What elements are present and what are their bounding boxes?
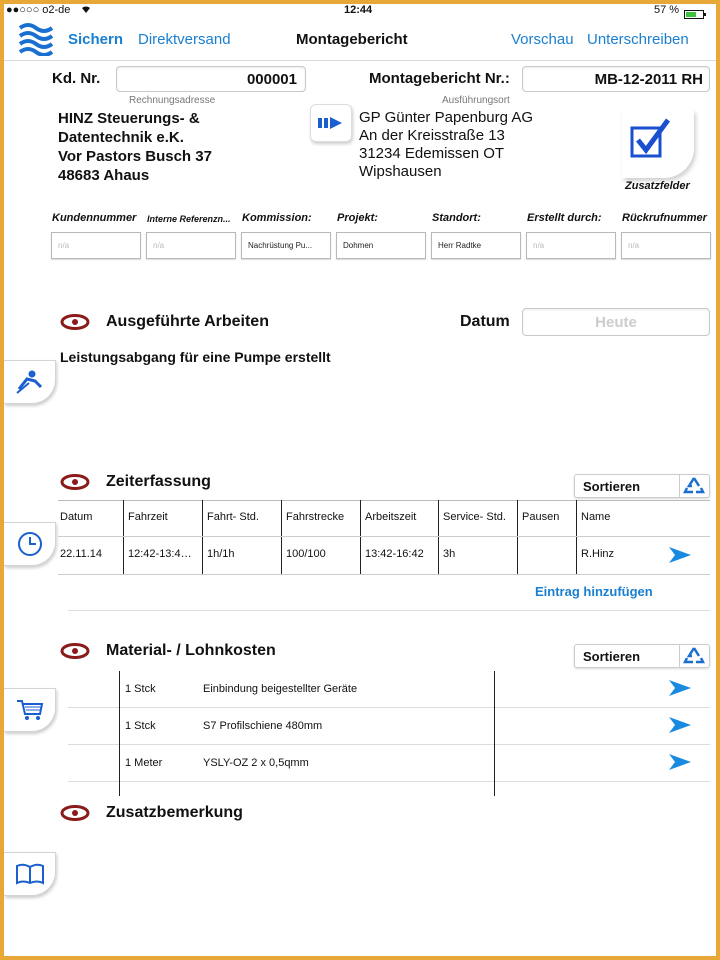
table-cell: 12:42-13:4… (128, 548, 192, 560)
material-quantity: 1 Stck (125, 720, 156, 732)
app-logo-icon (18, 22, 54, 56)
table-cell: R.Hinz (581, 548, 615, 560)
time-sort-button[interactable] (574, 474, 710, 498)
meta-field-input[interactable]: n/a (526, 232, 616, 259)
date-placeholder: Heute (595, 313, 637, 331)
tab-work[interactable] (4, 360, 56, 404)
column-header[interactable]: Fahrstrecke (286, 511, 345, 523)
material-section-title: Material- / Lohnkosten (106, 642, 276, 659)
meta-field-input[interactable]: Dohmen (336, 232, 426, 259)
date-field[interactable] (522, 308, 710, 336)
column-header[interactable]: Service- Std. (443, 511, 506, 523)
table-top-line (58, 500, 710, 501)
billing-line: HINZ Steuerungs- & (58, 110, 200, 127)
execution-line: An der Kreisstraße 13 (359, 127, 505, 144)
extra-fields-label: Zusatzfelder (625, 180, 690, 192)
arrow-right-icon[interactable] (668, 679, 692, 697)
save-button[interactable]: Sichern (68, 31, 124, 48)
table-cell: 22.11.14 (60, 548, 103, 560)
column-divider (119, 671, 120, 796)
column-header[interactable]: Name (581, 511, 611, 523)
meta-field-input[interactable]: Herr Radtke (431, 232, 521, 259)
date-label: Datum (460, 313, 510, 330)
clock: 12:44 (344, 4, 373, 16)
tab-material[interactable] (4, 688, 56, 732)
billing-line: 48683 Ahaus (58, 167, 150, 184)
checkbox-checked-icon (628, 114, 676, 162)
material-quantity: 1 Stck (125, 683, 156, 695)
arrow-right-icon[interactable] (668, 546, 692, 564)
execution-site-label: Ausführungsort (442, 95, 510, 106)
battery-percent: 57 % (654, 4, 680, 16)
sort-divider (679, 645, 680, 667)
work-description[interactable]: Leistungsabgang für eine Pumpe erstellt (60, 349, 331, 365)
wifi-icon (80, 4, 92, 17)
page-title: Montagebericht (296, 31, 408, 48)
meta-field-input[interactable]: n/a (51, 232, 141, 259)
app-frame (4, 4, 716, 956)
column-header[interactable]: Fahrzeit (128, 511, 168, 523)
execution-line: Wipshausen (359, 163, 442, 180)
column-header[interactable]: Datum (60, 511, 93, 523)
column-divider (494, 671, 495, 796)
sort-label: Sortieren (583, 478, 641, 494)
row-divider (68, 781, 710, 782)
execution-address[interactable] (359, 109, 533, 181)
field-label: Interne Referenzn... (147, 214, 231, 224)
double-arrow-icon (318, 115, 344, 131)
eye-icon[interactable] (60, 314, 90, 330)
field-label: Projekt: (337, 212, 378, 224)
recycle-icon (683, 646, 705, 666)
cart-icon (16, 698, 44, 722)
extra-fields-button[interactable] (622, 110, 694, 178)
column-divider (281, 500, 282, 574)
billing-line: Datentechnik e.K. (58, 129, 184, 146)
worker-icon (15, 369, 45, 395)
book-icon (15, 863, 45, 885)
table-cell: 13:42-16:42 (365, 548, 424, 560)
material-quantity: 1 Meter (125, 757, 163, 769)
customer-number-label: Kd. Nr. (52, 70, 101, 87)
customer-number-field[interactable] (116, 66, 306, 92)
column-divider (438, 500, 439, 574)
billing-address-label: Rechnungsadresse (129, 95, 216, 106)
add-entry-button[interactable]: Eintrag hinzufügen (535, 584, 653, 599)
meta-field-input[interactable]: n/a (621, 232, 711, 259)
table-cell: 100/100 (286, 548, 326, 560)
material-description: YSLY-OZ 2 x 0,5qmm (203, 757, 309, 769)
arrow-right-icon[interactable] (668, 753, 692, 771)
field-label: Kommission: (242, 212, 312, 224)
transfer-address-button[interactable] (310, 104, 352, 142)
column-header[interactable]: Fahrt- Std. (207, 511, 259, 523)
execution-line: 31234 Edemissen OT (359, 145, 505, 162)
column-divider (517, 500, 518, 574)
field-label: Kundennummer (52, 212, 137, 224)
meta-field-input[interactable]: Nachrüstung Pu... (241, 232, 331, 259)
column-divider (123, 500, 124, 574)
report-number-field[interactable] (522, 66, 710, 92)
table-cell: 3h (443, 548, 456, 560)
material-description: Einbindung beigestellter Geräte (203, 683, 358, 695)
customer-number-value: 000001 (246, 71, 297, 88)
eye-icon[interactable] (60, 643, 90, 659)
eye-icon[interactable] (60, 474, 90, 490)
eye-icon[interactable] (60, 805, 90, 821)
column-divider (202, 500, 203, 574)
sort-label: Sortieren (583, 648, 641, 664)
nav-divider (4, 60, 716, 61)
tab-time[interactable] (4, 522, 56, 566)
remarks-section-title: Zusatzbemerkung (106, 804, 243, 821)
material-description: S7 Profilschiene 480mm (203, 720, 323, 732)
row-divider (68, 707, 710, 708)
sign-button[interactable]: Unterschreiben (587, 31, 689, 48)
table-bottom-line (58, 574, 710, 575)
tab-remarks[interactable] (4, 852, 56, 896)
direct-send-button[interactable]: Direktversand (138, 31, 231, 48)
column-divider (360, 500, 361, 574)
sort-divider (679, 475, 680, 497)
table-cell: 1h/1h (207, 548, 235, 560)
arrow-right-icon[interactable] (668, 716, 692, 734)
column-header[interactable]: Arbeitszeit (365, 511, 417, 523)
clock-icon (17, 531, 43, 557)
material-sort-button[interactable] (574, 644, 710, 668)
divider (68, 610, 710, 611)
field-label: Rückrufnummer (622, 212, 707, 224)
column-header[interactable]: Pausen (522, 511, 560, 523)
carrier-label: ●●○○○ o2-de (6, 4, 71, 16)
preview-button[interactable]: Vorschau (511, 31, 574, 48)
row-divider (68, 744, 710, 745)
time-section-title: Zeiterfassung (106, 473, 211, 490)
execution-line: GP Günter Papenburg AG (359, 109, 534, 126)
recycle-icon (683, 476, 705, 496)
report-number-label: Montagebericht Nr.: (369, 70, 510, 87)
column-divider (576, 500, 577, 574)
field-label: Erstellt durch: (527, 212, 602, 224)
row-divider (58, 536, 710, 537)
report-number-value: MB-12-2011 RH (594, 71, 703, 88)
meta-field-input[interactable]: n/a (146, 232, 236, 259)
battery-icon (684, 6, 708, 24)
work-section-title: Ausgeführte Arbeiten (106, 313, 269, 330)
field-label: Standort: (432, 212, 481, 224)
billing-address[interactable] (58, 109, 212, 185)
billing-line: Vor Pastors Busch 37 (58, 148, 212, 165)
